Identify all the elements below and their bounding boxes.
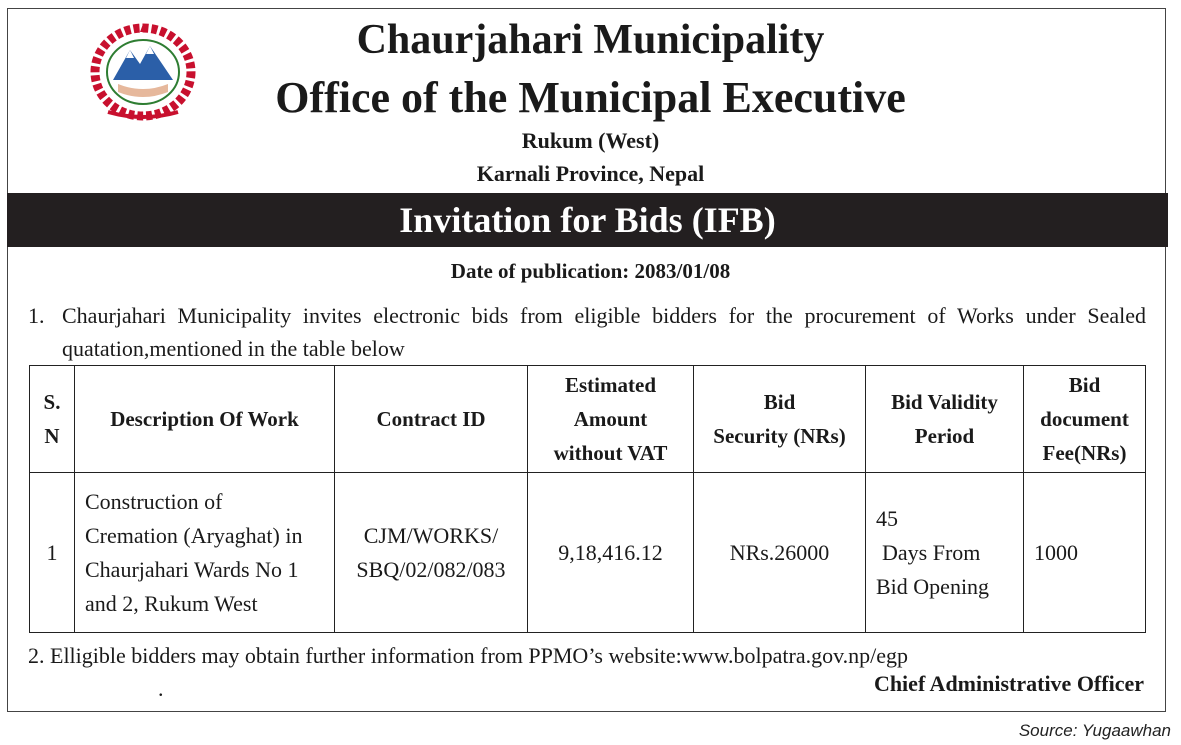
publication-date: Date of publication: 2083/01/08 bbox=[450, 259, 731, 283]
item-1-number: 1. bbox=[28, 303, 45, 328]
header-description: Description Of Work bbox=[75, 366, 335, 473]
cell-description: Construction of Cremation (Aryaghat) in Chaurjahari Wards No 1 and 2, Rukum West bbox=[75, 473, 335, 633]
signatory: Chief Administrative Officer bbox=[873, 671, 1144, 696]
province-name: Karnali Province, Nepal bbox=[476, 161, 705, 186]
header-bid-validity: Bid Validity Period bbox=[866, 366, 1024, 473]
source-credit: Source: Yugaawhan bbox=[1018, 721, 1171, 740]
cell-contract-id: CJM/WORKS/ SBQ/02/082/083 bbox=[335, 473, 528, 633]
notice-title: Invitation for Bids (IFB) bbox=[7, 193, 1168, 247]
header-contract-id: Contract ID bbox=[335, 366, 528, 473]
cell-bid-security: NRs.26000 bbox=[694, 473, 866, 633]
header-document-fee: Bid document Fee(NRs) bbox=[1024, 366, 1146, 473]
item-1-text: Chaurjahari Municipality invites electronic bids from eligible bidders for the procurement of Works under Sealed quatation,mentioned in the table below bbox=[62, 303, 1146, 361]
item-2-text: 2. Elligible bidders may obtain further information from PPMO’s website:www.bolpatra.gov.np/egp bbox=[28, 643, 909, 668]
bid-table bbox=[29, 365, 1146, 633]
header-estimated-amount: Estimated Amount without VAT bbox=[528, 366, 694, 473]
header-sn: S. N bbox=[30, 366, 75, 473]
municipality-name: Chaurjahari Municipality bbox=[356, 17, 825, 63]
cell-document-fee: 1000 bbox=[1024, 473, 1146, 633]
office-name: Office of the Municipal Executive bbox=[275, 73, 906, 122]
cell-estimated-amount: 9,18,416.12 bbox=[528, 473, 694, 633]
district-name: Rukum (West) bbox=[521, 128, 660, 153]
cell-bid-validity: 45 Days From Bid Opening bbox=[866, 473, 1024, 633]
cell-sn: 1 bbox=[30, 473, 75, 633]
stray-dot: . bbox=[158, 676, 164, 701]
header-bid-security: Bid Security (NRs) bbox=[694, 366, 866, 473]
table-row bbox=[30, 473, 1146, 633]
table-header-row bbox=[30, 366, 1146, 473]
